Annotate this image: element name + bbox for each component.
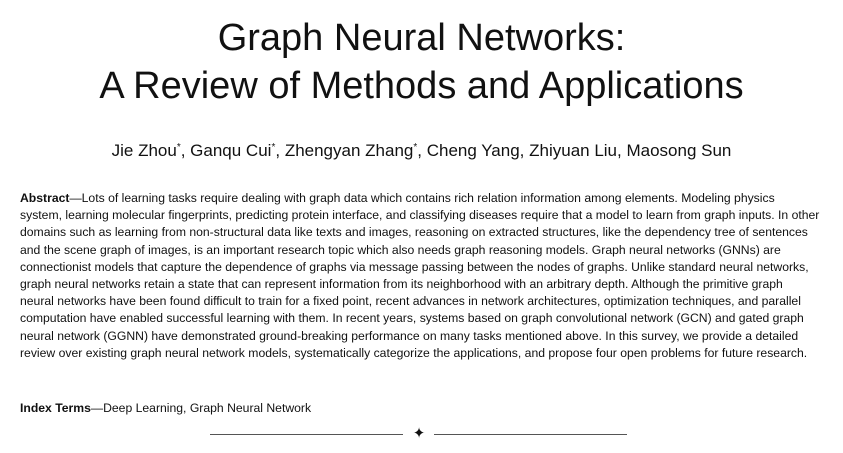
paper-title-line-2: A Review of Methods and Applications — [99, 65, 744, 107]
separator-rule-left — [210, 434, 403, 435]
index-terms-label: Index Terms — [20, 401, 91, 415]
author-name: Jie Zhou — [111, 141, 177, 160]
equal-contribution-mark: * — [271, 142, 276, 153]
index-terms-text: —Deep Learning, Graph Neural Network — [90, 401, 312, 415]
author-name: Maosong Sun — [626, 141, 732, 160]
index-terms — [20, 400, 820, 417]
equal-contribution-mark: * — [176, 142, 181, 153]
author-name: Ganqu Cui — [190, 141, 272, 160]
equal-contribution-mark: * — [413, 142, 418, 153]
abstract-text: —Lots of learning tasks require dealing with graph data which contains rich relation information among elements. Modeling physics system, learning molecular fingerprints, predicting protein interface, and classifying diseases require that a model to learn from graph inputs. In other domains such as learning from non-structural data like texts and images, reasoning on extracted structures, like the dependency tree of sentences and the scene graph of images, is an important research topic which also needs graph reasoning models. Graph neural networks (GNNs) are connectionist models that capture the dependence of graphs via message passing between the nodes of graphs. Unlike standard neural networks, graph neural networks retain a state that can represent information from its neighborhood with an arbitrary depth. Although the primitive graph neural networks have been found difficult to train for a fixed point, recent advances in network architectures, optimization techniques, and parallel computation have enabled successful learning with them. In recent years, systems based on graph convolutional network (GCN) and gated graph neural network (GGNN) have demonstrated ground-breaking performance on many tasks mentioned above. In this survey, we provide a detailed review over existing graph neural network models, systematically categorize the applications, and propose four open problems for future research. — [20, 191, 820, 360]
diamond-ornament-icon: ✦ — [412, 425, 426, 442]
abstract-label: Abstract — [20, 191, 70, 205]
author-name: Zhengyan Zhang — [284, 141, 414, 160]
abstract — [20, 190, 820, 362]
author-name: Zhiyuan Liu — [529, 141, 618, 160]
author-name: Cheng Yang — [426, 141, 520, 160]
author-list: Jie Zhou*, Ganqu Cui*, Zhengyan Zhang*, Cheng Yang, Zhiyuan Liu, Maosong Sun — [111, 141, 732, 160]
paper-title-line-1: Graph Neural Networks: — [217, 17, 626, 59]
separator-rule-right — [434, 434, 627, 435]
paper-title — [0, 14, 843, 110]
